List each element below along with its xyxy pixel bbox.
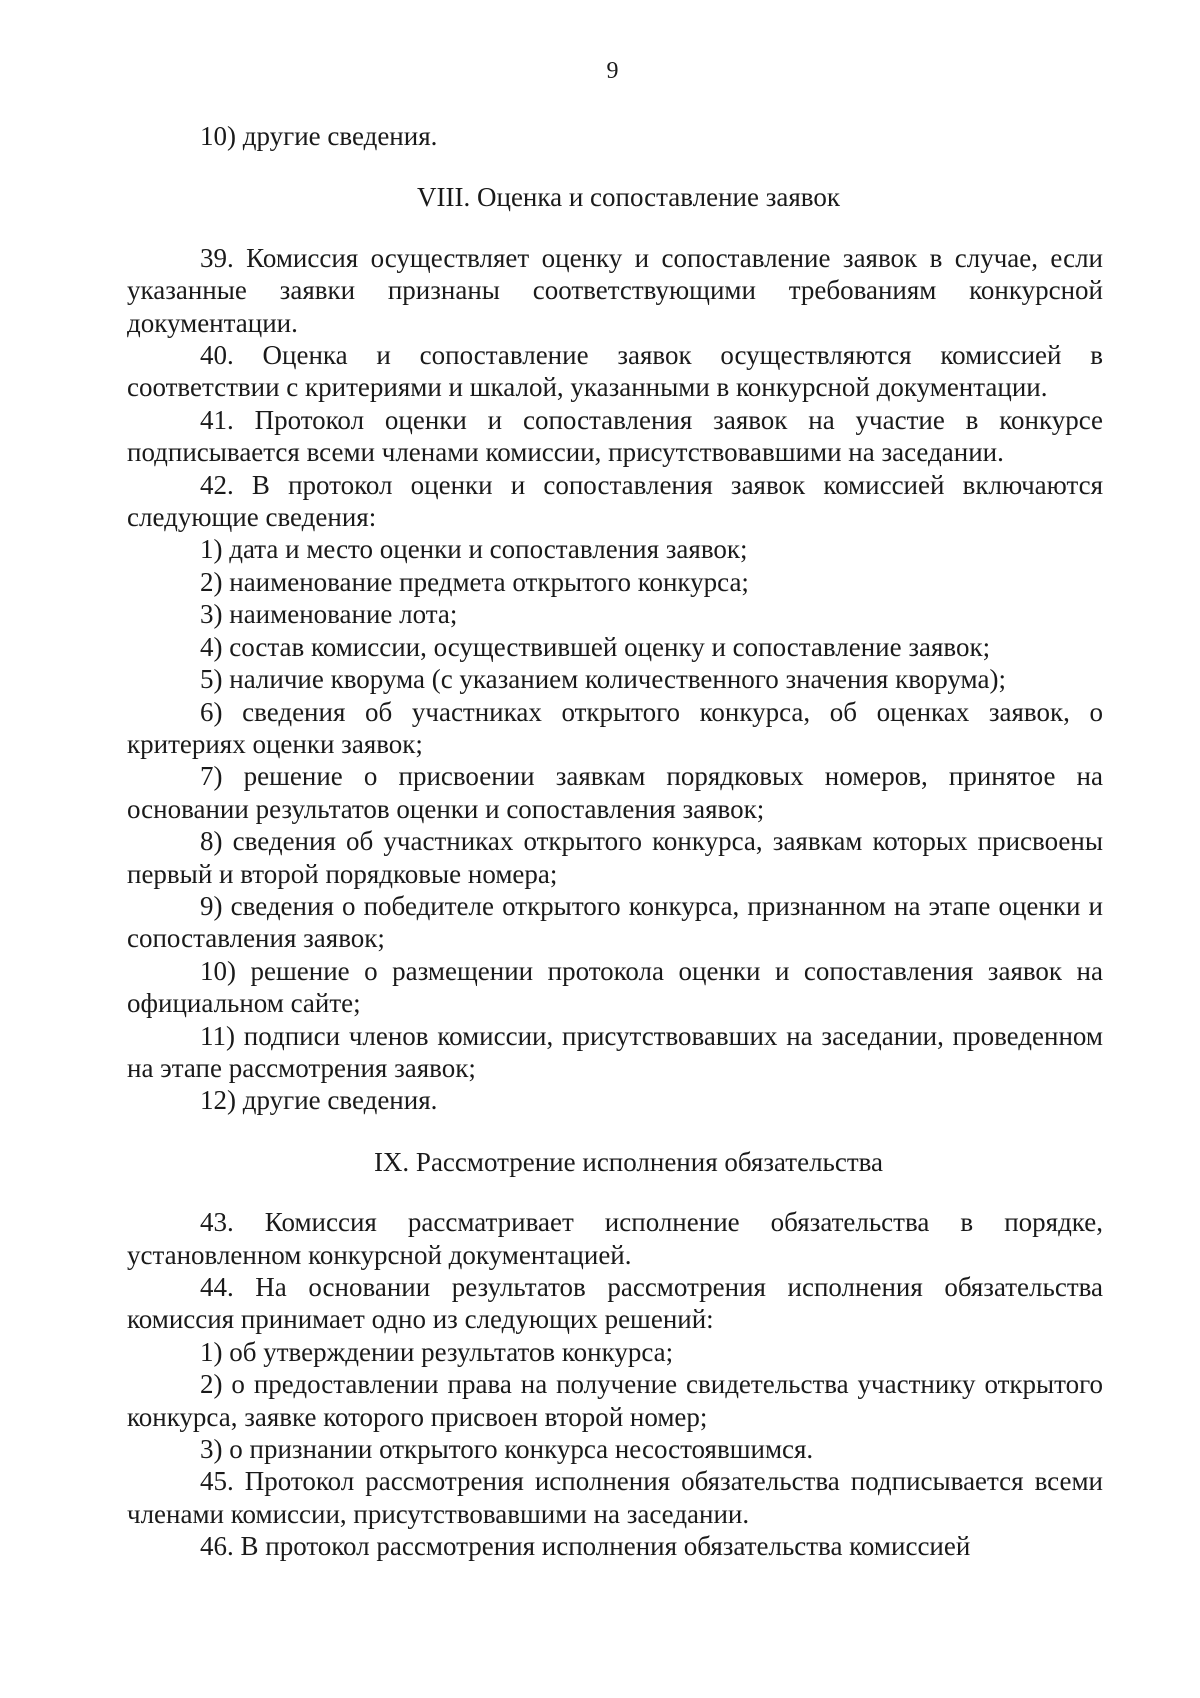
paragraph-42: 42. В протокол оценки и сопоставления заявок комиссией включаются следующие сведения: bbox=[127, 469, 1103, 533]
list-item: 1) дата и место оценки и сопоставления заявок; bbox=[200, 534, 748, 565]
paragraph-46: 46. В протокол рассмотрения исполнения обязательства комиссией bbox=[200, 1531, 971, 1562]
paragraph-44: 44. На основании результатов рассмотрения исполнения обязательства комиссия принимает одно из следующих решений: bbox=[127, 1272, 1103, 1335]
paragraph-39: 39. Комиссия осуществляет оценку и сопоставление заявок в случае, если указанные заявки признаны соответствующими требованиям конкурсной документации. bbox=[127, 242, 1103, 338]
list-item: 8) сведения об участниках открытого конкурса, заявкам которых присвоены первый и второй порядковые номера; bbox=[127, 826, 1103, 889]
section-heading-ix: IX. Рассмотрение исполнения обязательства bbox=[373, 1146, 884, 1177]
list-item: 12) другие сведения. bbox=[200, 1085, 438, 1116]
list-item: 7) решение о присвоении заявкам порядковых номеров, принятое на основании результатов оценки и сопоставления заявок; bbox=[127, 761, 1103, 824]
list-item: 2) о предоставлении права на получение свидетельства участнику открытого конкурса, заявке которого присвоен второй номер; bbox=[127, 1369, 1103, 1432]
list-item: 4) состав комиссии, осуществившей оценку и сопоставление заявок; bbox=[200, 631, 991, 662]
list-item: 3) наименование лота; bbox=[200, 599, 458, 630]
list-item: 10) другие сведения. bbox=[200, 121, 438, 151]
list-item: 10) решение о размещении протокола оценки и сопоставления заявок на официальном сайте; bbox=[127, 955, 1103, 1019]
document-body bbox=[127, 120, 1103, 1563]
list-item: 6) сведения об участниках открытого конкурса, об оценках заявок, о критериях оценки заявок; bbox=[127, 696, 1103, 759]
paragraph-41: 41. Протокол оценки и сопоставления заявок на участие в конкурсе подписывается всеми членами комиссии, присутствовавшими на заседании. bbox=[127, 404, 1103, 468]
list-item: 5) наличие кворума (с указанием количественного значения кворума); bbox=[200, 664, 1006, 695]
list-item: 2) наименование предмета открытого конкурса; bbox=[200, 566, 749, 597]
paragraph-40: 40. Оценка и сопоставление заявок осуществляются комиссией в соответствии с критериями и шкалой, указанными в конкурсной документации. bbox=[127, 340, 1103, 403]
list-item: 11) подписи членов комиссии, присутствовавших на заседании, проведенном на этапе рассмотрения заявок; bbox=[127, 1020, 1103, 1083]
section-heading-viii: VIII. Оценка и сопоставление заявок bbox=[417, 182, 840, 213]
list-item: 3) о признании открытого конкурса несостоявшимся. bbox=[200, 1434, 814, 1465]
list-item: 9) сведения о победителе открытого конкурса, признанном на этапе оценки и сопоставления заявок; bbox=[127, 890, 1103, 954]
list-item: 1) об утверждении результатов конкурса; bbox=[200, 1336, 674, 1367]
page-number: 9 bbox=[606, 58, 619, 84]
paragraph-43: 43. Комиссия рассматривает исполнение обязательства в порядке, установленном конкурсной документацией. bbox=[127, 1207, 1103, 1270]
paragraph-45: 45. Протокол рассмотрения исполнения обязательства подписывается всеми членами комиссии, присутствовавшими на заседании. bbox=[127, 1466, 1103, 1529]
